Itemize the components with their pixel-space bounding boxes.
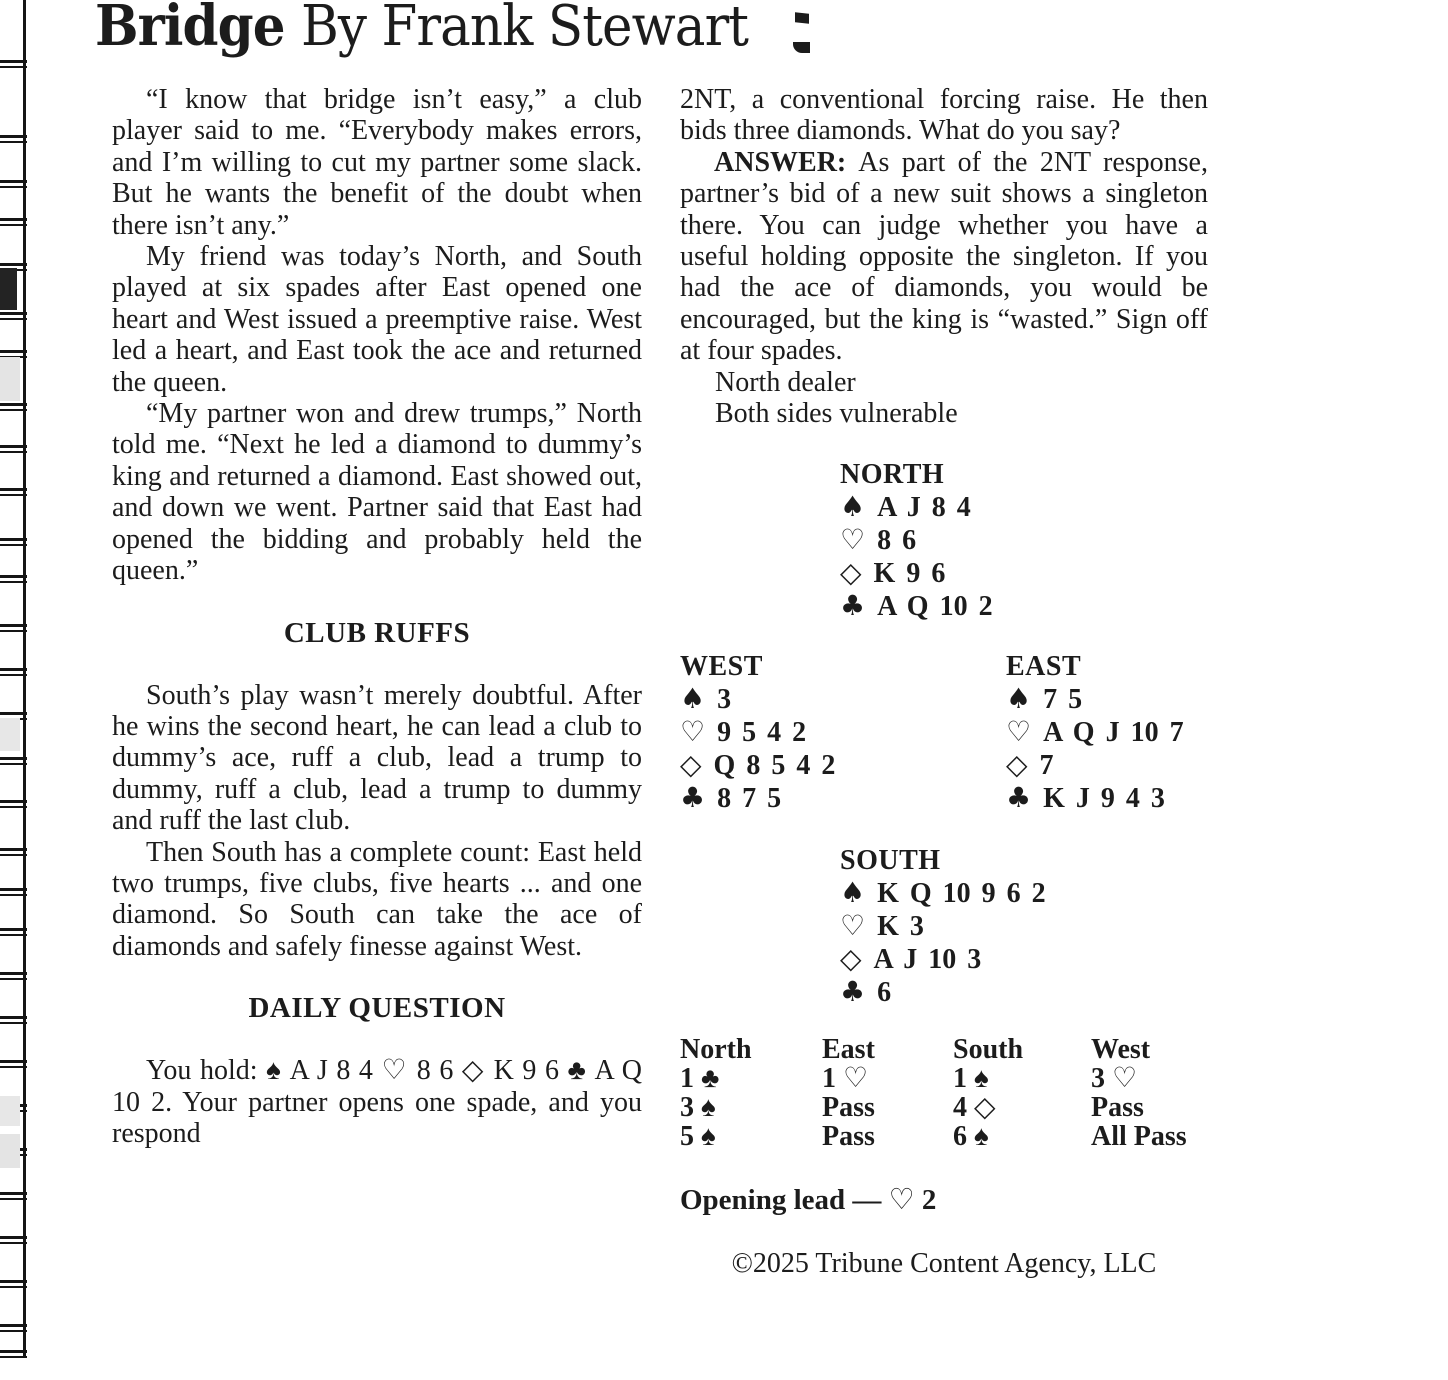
para-intro-quote: “I know that bridge isn’t easy,” a club player said to me. “Everybody makes errors, and I’m willing to cut my partner some slack. But he wants the benefit of the doubt when there isn’t any.” xyxy=(112,84,642,241)
bidding-header-south: South xyxy=(953,1034,1024,1066)
east-hearts-row xyxy=(1006,716,1208,749)
edge-artifact-gray xyxy=(0,357,20,401)
east-clubs: K J 9 4 3 xyxy=(1043,783,1165,815)
dealer-line: North dealer xyxy=(715,366,856,398)
bid: 1 ♡ xyxy=(822,1063,869,1095)
north-diamonds-row xyxy=(840,557,1208,590)
south-spades: K Q 10 9 6 2 xyxy=(877,878,1046,910)
south-clubs: 6 xyxy=(877,977,892,1009)
para-deal-story: My friend was today’s North, and South played at six spades after East opened one heart and West issued a preemptive raise. West led a heart, and East took the ace and returned the queen. xyxy=(112,241,642,398)
right-column xyxy=(680,84,1208,1280)
south-diamonds-row xyxy=(840,943,1208,976)
west-spades-row xyxy=(680,683,1006,716)
bidding-header-east: East xyxy=(822,1034,875,1066)
north-hand xyxy=(840,459,1208,623)
west-spades: 3 xyxy=(717,684,732,716)
edge-artifact-black xyxy=(0,268,17,310)
para-north-quote: “My partner won and drew trumps,” North told me. “Next he led a diamond to dummy’s king and returned a diamond. East showed out, and down we went. Partner said that East had opened the bidding and probably held the queen.” xyxy=(112,398,642,587)
east-diamonds-row xyxy=(1006,749,1208,782)
south-diamonds: A J 10 3 xyxy=(873,944,982,976)
para-you-hold: You hold: ♠ A J 8 4 ♡ 8 6 ◇ K 9 6 ♣ A Q 10 2. Your partner opens one spade, and you respond xyxy=(112,1055,642,1149)
north-spades: A J 8 4 xyxy=(877,492,971,524)
east-spades: 7 5 xyxy=(1043,684,1083,716)
spade-icon: ♠ xyxy=(840,490,866,524)
bid: All Pass xyxy=(1091,1121,1187,1153)
west-diamonds: Q 8 5 4 2 xyxy=(713,750,836,782)
spade-icon: ♠ xyxy=(680,682,706,716)
west-hand xyxy=(680,651,1006,815)
cropped-print-artifact xyxy=(793,42,810,53)
south-hearts: K 3 xyxy=(877,911,924,943)
column-byline: By Frank Stewart xyxy=(300,0,749,59)
diamond-icon: ◇ xyxy=(840,942,862,976)
edge-artifact-gray xyxy=(0,1096,20,1126)
column-masthead xyxy=(95,0,748,57)
north-clubs-row xyxy=(840,590,1208,623)
north-diamonds: K 9 6 xyxy=(873,558,946,590)
heading-club-ruffs: CLUB RUFFS xyxy=(283,616,471,649)
bid: 6 ♠ xyxy=(953,1121,989,1153)
club-icon: ♣ xyxy=(840,975,866,1009)
answer-label: ANSWER: xyxy=(714,146,847,178)
heart-icon: ♡ xyxy=(680,715,706,749)
bid: 3 ♠ xyxy=(680,1092,716,1124)
south-clubs-row xyxy=(840,976,1208,1009)
para-club-ruffs-1: South’s play wasn’t merely doubtful. After he wins the second heart, he can lead a club to dummy’s ace, ruff a club, lead a trump to dummy, ruff a club, lead a trump to dummy and ruff the last club. xyxy=(112,679,642,837)
west-clubs-row xyxy=(680,782,1006,815)
west-east-hands xyxy=(680,651,1208,815)
west-hearts-row xyxy=(680,716,1006,749)
spade-icon: ♠ xyxy=(840,876,866,910)
bid: 3 ♡ xyxy=(1091,1063,1138,1095)
club-icon: ♣ xyxy=(1006,781,1032,815)
west-hand-label: WEST xyxy=(680,651,763,683)
para-answer xyxy=(680,147,1208,367)
east-clubs-row xyxy=(1006,782,1208,815)
heart-icon: ♡ xyxy=(840,909,866,943)
spade-icon: ♠ xyxy=(1006,682,1032,716)
diamond-icon: ◇ xyxy=(1006,748,1028,782)
bid: 5 ♠ xyxy=(680,1121,716,1153)
bidding-header-west: West xyxy=(1091,1034,1151,1066)
answer-text: As part of the 2NT response, partner’s bid of a new suit shows a singleton there. You can judge whether you have a useful holding opposite the singleton. If you had the ace of diamonds, you would be encouraged, but the king is “wasted.” Sign off at four spades. xyxy=(680,146,1208,367)
edge-artifact-gray xyxy=(0,1134,20,1168)
east-hand-label: EAST xyxy=(1006,651,1082,683)
heart-icon: ♡ xyxy=(840,523,866,557)
east-hearts: A Q J 10 7 xyxy=(1043,717,1184,749)
vulnerable-line: Both sides vulnerable xyxy=(715,398,958,430)
bid: 4 ◇ xyxy=(953,1092,996,1124)
west-hearts: 9 5 4 2 xyxy=(717,717,807,749)
page-edge-rule xyxy=(23,0,26,1356)
para-club-ruffs-2: Then South has a complete count: East held two trumps, five clubs, five hearts ... and one diamond. So South can take the ace of diamonds and safely finesse against West. xyxy=(112,836,642,962)
south-hand xyxy=(840,845,1208,1009)
club-icon: ♣ xyxy=(680,781,706,815)
diamond-icon: ◇ xyxy=(680,748,702,782)
left-column xyxy=(112,84,642,1149)
opening-lead: Opening lead — ♡ 2 xyxy=(680,1184,937,1217)
south-hearts-row xyxy=(840,910,1208,943)
cropped-print-artifact xyxy=(795,12,809,23)
club-icon: ♣ xyxy=(840,589,866,623)
bid: Pass xyxy=(822,1092,875,1124)
north-hearts-row xyxy=(840,524,1208,557)
north-hearts: 8 6 xyxy=(877,525,917,557)
bidding-table xyxy=(680,1035,1208,1151)
copyright-line: ©2025 Tribune Content Agency, LLC xyxy=(731,1248,1157,1280)
diamond-icon: ◇ xyxy=(840,556,862,590)
edge-artifact-gray xyxy=(0,718,20,751)
bid: 1 ♣ xyxy=(680,1063,720,1095)
north-spades-row xyxy=(840,491,1208,524)
heading-daily-question: DAILY QUESTION xyxy=(248,992,506,1025)
east-diamonds: 7 xyxy=(1039,750,1054,782)
east-hand xyxy=(1006,651,1208,815)
heart-icon: ♡ xyxy=(1006,715,1032,749)
east-spades-row xyxy=(1006,683,1208,716)
south-hand-label: SOUTH xyxy=(840,845,941,877)
north-hand-label: NORTH xyxy=(840,459,945,491)
north-clubs: A Q 10 2 xyxy=(877,591,993,623)
bid: Pass xyxy=(1091,1092,1144,1124)
column-title: Bridge xyxy=(95,0,285,59)
bid: Pass xyxy=(822,1121,875,1153)
para-question-continued: 2NT, a conventional forcing raise. He then bids three diamonds. What do you say? xyxy=(680,84,1208,147)
west-clubs: 8 7 5 xyxy=(717,783,782,815)
west-diamonds-row xyxy=(680,749,1006,782)
bid: 1 ♠ xyxy=(953,1063,989,1095)
bidding-header-north: North xyxy=(680,1034,752,1066)
south-spades-row xyxy=(840,877,1208,910)
